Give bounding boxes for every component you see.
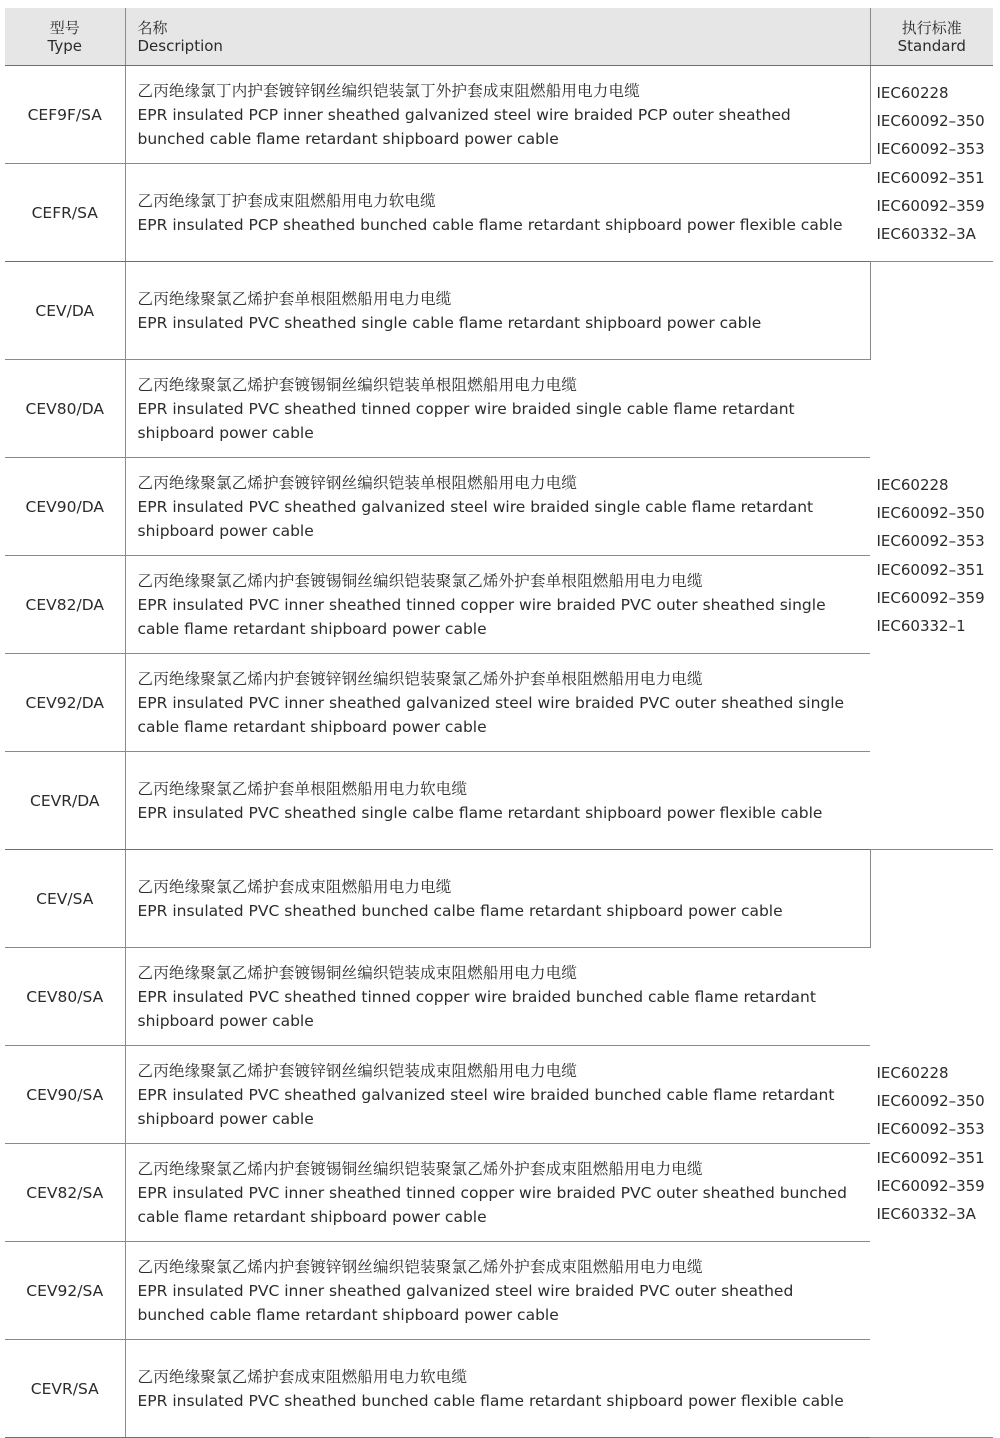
cell-description [125, 752, 870, 850]
cell-description [125, 1340, 870, 1438]
standard-item: IEC60228 [876, 83, 949, 102]
cell-type: CEV80/DA [5, 360, 125, 458]
table-row [5, 850, 993, 948]
description-cn: 乙丙绝缘聚氯乙烯内护套镀锌钢丝编织铠装聚氯乙烯外护套单根阻燃船用电力电缆 [137, 669, 703, 688]
cell-type: CEFR/SA [5, 164, 125, 262]
standard-item: IEC60092–359 [876, 1176, 985, 1195]
header-desc-en: Description [137, 36, 223, 55]
description-en: EPR insulated PCP inner sheathed galvanized steel wire braided PCP outer sheathed bunched cable flame retardant shipboard power cable [137, 105, 791, 148]
cell-description [125, 1242, 870, 1340]
header-description [125, 8, 870, 66]
description-en: EPR insulated PVC inner sheathed galvanized steel wire braided PVC outer sheathed single cable flame retardant shipboard power cable [137, 693, 845, 736]
description-cn: 乙丙绝缘聚氯乙烯护套成束阻燃船用电力电缆 [137, 877, 452, 896]
description-en: EPR insulated PVC inner sheathed galvanized steel wire braided PVC outer sheathed bunched cable flame retardant shipboard power cable [137, 1281, 794, 1324]
description-cn: 乙丙绝缘聚氯乙烯护套镀锡铜丝编织铠装成束阻燃船用电力电缆 [137, 963, 578, 982]
description-cn: 乙丙绝缘聚氯乙烯护套镀锡铜丝编织铠装单根阻燃船用电力电缆 [137, 375, 578, 394]
standard-item: IEC60092–351 [876, 560, 985, 579]
cell-description [125, 556, 870, 654]
standard-item: IEC60092–353 [876, 532, 985, 551]
description-cn: 乙丙绝缘聚氯乙烯护套镀锌钢丝编织铠装单根阻燃船用电力电缆 [137, 473, 578, 492]
description-en: EPR insulated PCP sheathed bunched cable flame retardant shipboard power flexible cable [137, 215, 843, 234]
table-row [5, 458, 993, 556]
cell-description [125, 1144, 870, 1242]
cell-description [125, 458, 870, 556]
table-row [5, 948, 993, 1046]
standard-item: IEC60092–350 [876, 504, 985, 523]
cable-type-table [5, 8, 993, 1438]
description-en: EPR insulated PVC inner sheathed tinned copper wire braided PVC outer sheathed single cable flame retardant shipboard power cable [137, 595, 826, 638]
cell-description [125, 66, 870, 164]
standard-item: IEC60092–353 [876, 140, 985, 159]
description-cn: 乙丙绝缘聚氯乙烯护套单根阻燃船用电力软电缆 [137, 779, 468, 798]
cell-description [125, 654, 870, 752]
cell-description [125, 262, 870, 360]
standard-item: IEC60092–351 [876, 1148, 985, 1167]
standard-item: IEC60228 [876, 1063, 949, 1082]
standard-item: IEC60092–351 [876, 168, 985, 187]
header-type [5, 8, 125, 66]
cell-standards [870, 66, 993, 262]
description-en: EPR insulated PVC sheathed single cable flame retardant shipboard power cable [137, 313, 762, 332]
description-cn: 乙丙绝缘聚氯乙烯护套单根阻燃船用电力电缆 [137, 289, 452, 308]
description-cn: 乙丙绝缘氯丁护套成束阻燃船用电力软电缆 [137, 191, 436, 210]
cell-type: CEV90/SA [5, 1046, 125, 1144]
standard-item: IEC60092–350 [876, 1092, 985, 1111]
standard-item: IEC60332–3A [876, 224, 976, 243]
table-row [5, 1144, 993, 1242]
cell-standards [870, 262, 993, 850]
standard-item: IEC60092–350 [876, 112, 985, 131]
header-std-en: Standard [897, 36, 966, 55]
cell-type: CEV92/SA [5, 1242, 125, 1340]
table-row [5, 164, 993, 262]
cell-type: CEV82/DA [5, 556, 125, 654]
cell-type: CEF9F/SA [5, 66, 125, 164]
description-cn: 乙丙绝缘聚氯乙烯护套镀锌钢丝编织铠装成束阻燃船用电力电缆 [137, 1061, 578, 1080]
description-en: EPR insulated PVC sheathed galvanized steel wire braided bunched cable flame retardant shipboard power cable [137, 1085, 835, 1128]
table-row [5, 752, 993, 850]
description-en: EPR insulated PVC sheathed tinned copper wire braided single cable flame retardant shipboard power cable [137, 399, 795, 442]
header-type-cn: 型号 [49, 18, 80, 37]
cell-description [125, 164, 870, 262]
description-en: EPR insulated PVC inner sheathed tinned copper wire braided PVC outer sheathed bunched cable flame retardant shipboard power cable [137, 1183, 847, 1226]
cable-spec-sheet [5, 8, 993, 1438]
cell-description [125, 360, 870, 458]
standard-item: IEC60228 [876, 475, 949, 494]
table-row [5, 360, 993, 458]
description-en: EPR insulated PVC sheathed bunched calbe flame retardant shipboard power cable [137, 901, 783, 920]
table-row [5, 262, 993, 360]
standard-item: IEC60092–359 [876, 196, 985, 215]
table-body [5, 66, 993, 1438]
description-cn: 乙丙绝缘聚氯乙烯内护套镀锌钢丝编织铠装聚氯乙烯外护套成束阻燃船用电力电缆 [137, 1257, 703, 1276]
description-en: EPR insulated PVC sheathed tinned copper wire braided bunched cable flame retardant shipboard power cable [137, 987, 816, 1030]
table-header-row [5, 8, 993, 66]
description-cn: 乙丙绝缘聚氯乙烯内护套镀锡铜丝编织铠装聚氯乙烯外护套单根阻燃船用电力电缆 [137, 571, 703, 590]
cell-description [125, 1046, 870, 1144]
description-en: EPR insulated PVC sheathed galvanized steel wire braided single cable flame retardant shipboard power cable [137, 497, 814, 540]
cell-type: CEV92/DA [5, 654, 125, 752]
description-en: EPR insulated PVC sheathed bunched cable flame retardant shipboard power flexible cable [137, 1391, 844, 1410]
standard-item: IEC60092–359 [876, 588, 985, 607]
description-cn: 乙丙绝缘聚氯乙烯护套成束阻燃船用电力软电缆 [137, 1367, 468, 1386]
cell-standards [870, 850, 993, 1438]
table-row [5, 1340, 993, 1438]
standard-item: IEC60332–1 [876, 616, 966, 635]
cell-type: CEV82/SA [5, 1144, 125, 1242]
table-row [5, 1242, 993, 1340]
cell-type: CEV/DA [5, 262, 125, 360]
header-standard [870, 8, 993, 66]
cell-type: CEV90/DA [5, 458, 125, 556]
cell-description [125, 850, 870, 948]
header-std-cn: 执行标准 [901, 18, 962, 37]
cell-type: CEVR/SA [5, 1340, 125, 1438]
standard-item: IEC60332–3A [876, 1204, 976, 1223]
header-desc-cn: 名称 [137, 18, 168, 37]
description-en: EPR insulated PVC sheathed single calbe flame retardant shipboard power flexible cable [137, 803, 823, 822]
standard-item: IEC60092–353 [876, 1120, 985, 1139]
cell-type: CEV/SA [5, 850, 125, 948]
table-row [5, 654, 993, 752]
description-cn: 乙丙绝缘聚氯乙烯内护套镀锡铜丝编织铠装聚氯乙烯外护套成束阻燃船用电力电缆 [137, 1159, 703, 1178]
description-cn: 乙丙绝缘氯丁内护套镀锌钢丝编织铠装氯丁外护套成束阻燃船用电力电缆 [137, 81, 640, 100]
cell-type: CEVR/DA [5, 752, 125, 850]
header-type-en: Type [47, 36, 82, 55]
table-row [5, 66, 993, 164]
table-row [5, 556, 993, 654]
cell-type: CEV80/SA [5, 948, 125, 1046]
table-row [5, 1046, 993, 1144]
cell-description [125, 948, 870, 1046]
